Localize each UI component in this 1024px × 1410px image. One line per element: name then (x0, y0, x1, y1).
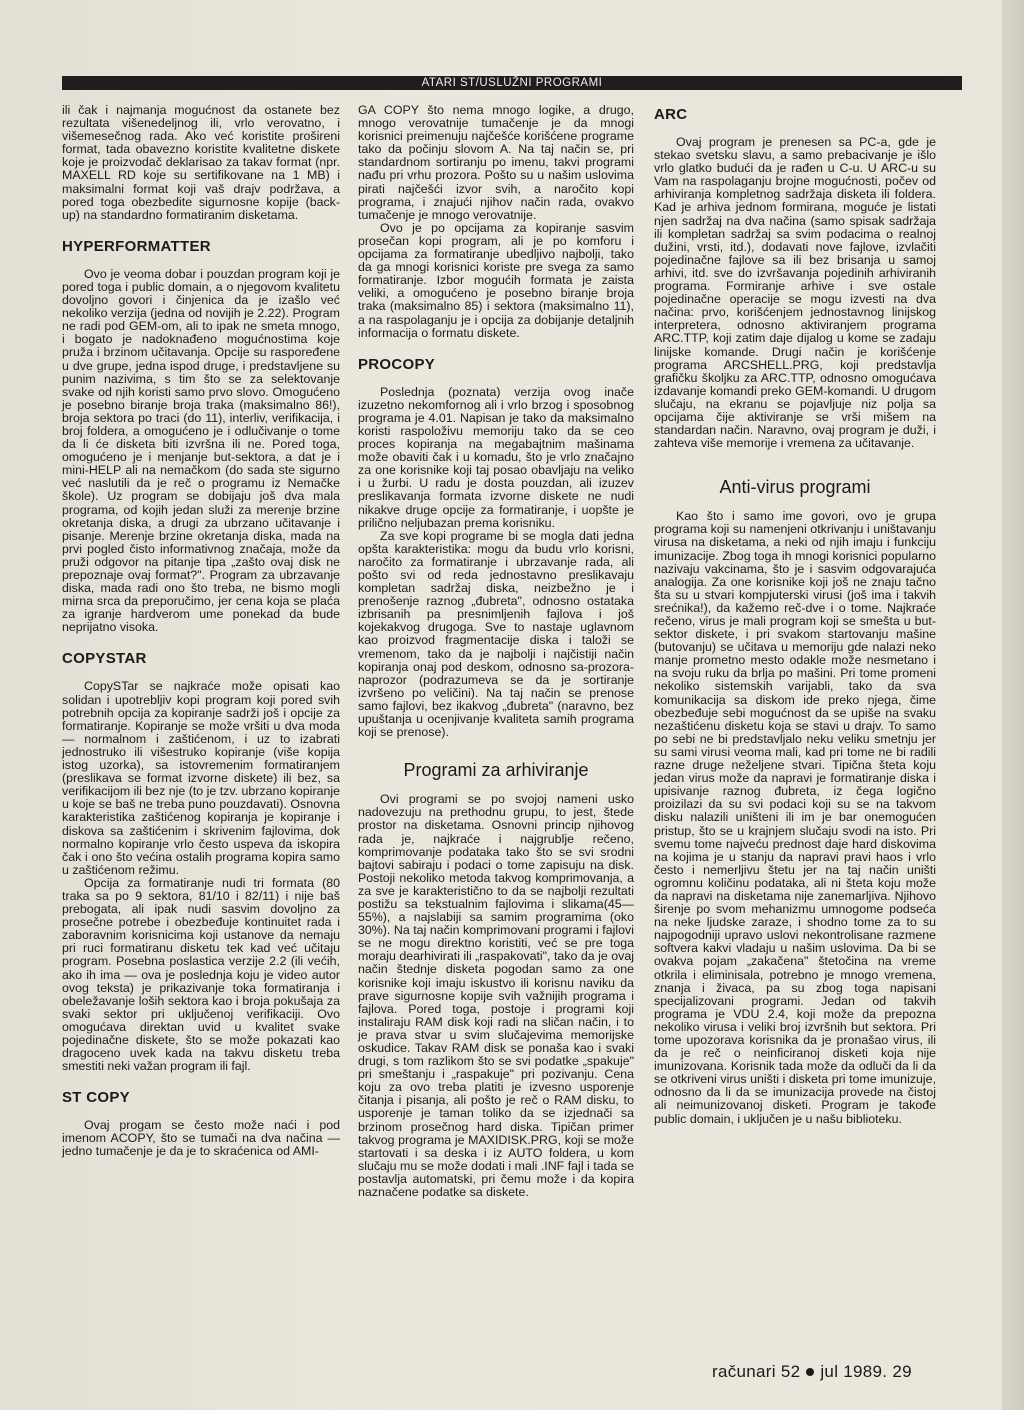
page-footer (712, 1362, 952, 1382)
footer-date: jul 1989. (820, 1362, 888, 1381)
heading-hyperformatter: HYPERFORMATTER (62, 237, 211, 255)
footer-page-number: 29 (892, 1362, 912, 1381)
column-1 (62, 104, 340, 1159)
column-2 (358, 104, 634, 1199)
archiving-paragraph-1: Ovi programi se po svojoj nameni usko nadovezuju na prethodnu grupu, to jest, štede prostor na disketama. Osnovni princip njihovog rada je, najkraće i najgrublje rečeno, komprimovanje podataka tako što se svi srodni bajtovi sabiraju i podaci o tome zapisuju na disk. Postoji nekoliko metoda takvog komprimovanja, a za sve je karakteristično to da se najbolji rezultati postižu sa tekstualnim fajlovima i slikama(45—55%), a najslabiji sa samim programima (oko 30%). Na taj način komprimovani programi i fajlovi se ne mogu direktno koristiti, već se pre toga moraju dearhivirati ili „raspakovati", tako da je ovaj način štednje disketa pogodan samo za one korisnike koji imaju iskustvo ili korisnu naviku da prave sigurnosne kopije svih važnijih programa i fajlova. Pored toga, postoje i programi koji instaliraju RAM disk koji radi na sličan način, i to je prava stvar u svim slučajevima memorijske oskudice. Takav RAM disk se ponaša kao i svaki drugi, s tom razlikom što se svi podatke „spakuje" pri smeštanju i „raspakuje" pri pozivanju. Cena koju za ovo treba platiti je izvesno usporenje čitanja i pisanja, ali pošto je reč o RAM disku, to usporenje je taman toliko da se izjednači sa brzinom prosečnog hard diska. Tipičan primer takvog programa je MAXIDISK.PRG, koji se može startovati i sa deska i iz AUTO foldera, u kom slučaju mu se može dodati i mali .INF fajl i tada se postavlja automatski, pri čemu može i da kopira naznačene podatke sa diskete. (358, 792, 634, 1200)
procopy-paragraph-2: Za sve kopi programe bi se mogla dati jedna opšta karakteristika: mogu da budu vrlo korisni, naročito za formatiranje i ubrzavanje rada, ali pošto svi od reda jednostavno preslikavaju kompletan sadržaj diska, neizbežno je i prenošenje raznog „đubreta", odnosno ostataka izbrisanih pa presnimljenih fajlova i još kojekakvog drugoga. Sve to nastaje uglavnom kao proizvod fragmentacije diska i taloži se vremenom, tako da je najbolji i najčistiji način kopiranja onaj pod deskom, odnosno sa-prozora-naprozor (podrazumeva se da je sortiranje izvršeno po veličini). Na taj način se prenose samo fajlovi, bez ikakvog „đubreta" (naravno, bez upuštanja u ocenjivanje kvaliteta samih programa koji se prenose). (358, 528, 634, 740)
heading-antivirus: Anti-virus programi (719, 477, 871, 498)
stcopy-paragraph-2: Ovo je po opcijama za kopiranje sasvim prosečan kopi program, ali je po komforu i opcijama za formatiranje ubedljivo najbolji, tako da ga mnogi korisnici koriste pre svega za samo formatiranje. Izbor mogućih formata je zaista veliki, a omogućeno je posebno biranje broja traka (maksimalno 85) i sektora (maksimalno 11), a na raspolaganju je i opcija za dobijanje detaljnih informacija o formatu diskete. (358, 220, 634, 340)
heading-copystar: COPYSTAR (62, 650, 147, 668)
arc-paragraph-1: Ovaj program je prenesen sa PC-a, gde je stekao svetsku slavu, a samo prebacivanje je išlo vrlo glatko budući da je rađen u C-u. U ARC-u su Vam na raspolaganju brojne mogućnosti, počev od arhiviranja kompletnog sadržaja disketa ili foldera. Kad je arhiva jednom formirana, moguće je listati njen sadržaj na dva načina (samo spisak sadržaja ili kompletan sadržaj sa svim podacima o realnoj dužini, vrsti, itd.), dodavati nove fajlove, izvlačiti pojedinačne fajlove sa ili bez brisanja u samoj arhivi, itd. sve do izvršavanja pojedinih arhiviranih programa. Formiranje arhive i sve ostale pojedinačne operacije se mogu izvesti na dva načina: prvo, korišćenjem jednostavnog linijskog interpretera, odnosno aktiviranjem programa ARC.TTP, koji zatim daje dijalog u kome se zadaju linijske komande. Drugi način je korišćenje programa ARCSHELL.PRG, koji predstavlja grafičku školjku za ARC.TTP, odnosno omogućava izdavanje komandi preko GEM-komandi. U drugom slučaju, na ekranu se pojavljuje niz polja sa opcijama čije aktiviranje se vrši mišem na standardan način. Naravno, ovaj program je duži, i zahteva više memorije i vremena za učitavanje. (654, 135, 936, 451)
heading-stcopy: ST COPY (62, 1089, 130, 1107)
procopy-paragraph-1: Poslednja (poznata) verzija ovog inače izuzetno nekomfornog ali i vrlo brzog i sposobnog programa je 4.01. Napisan je tako da maksimalno koristi raspoloživu memoriju tako da se ceo proces kopiranja na megabajtnim mašinama može obaviti čak i u komadu, što je vrlo značajno za one korisnike koji taj posao obavljaju na veliko i u žurbi. U radu je dosta pouzdan, ali izuzev preslikavanja formata izvorne diskete ne nudi nikakve druge opcije za formatiranje, i uopšte je prilično neljubazan prema korisniku. (358, 384, 634, 530)
section-header: ATARI ST/USLUŽNI PROGRAMI (62, 76, 962, 90)
intro-paragraph: ili čak i najmanja mogućnost da ostanete bez rezultata višenedeljnog ili, vrlo verovatno, i višemesečnog rada. Ako već koristite prošireni format, tada obavezno koristite kvalitetne diskete koje je proizvodač deklarisao za takav format (npr. MAXELL RD koje su sertifikovane na 1 MB) i maksimalni format koji vaš drajv podržava, a pored toga obezbedite sigurnosne kopije (back-up) na standardno formatiranim disketama. (62, 103, 340, 222)
heading-procopy: PROCOPY (358, 355, 436, 373)
footer-magazine: računari 52 (712, 1362, 801, 1381)
stcopy-continued: GA COPY što nema mnogo logike, a drugo, mnogo verovatnije tumačenje je da mnogi korisnici preimenuju najčešće korišćene programe tako da počinju slovom A. Na taj način se, pri standardnom sortiranju po imenu, takvi programi nađu pri vrhu prozora. Pošto su u našim uslovima pirati najčešći izvor svih, a naročito kopi programa, i znajući njihov način rada, ovakvo tumačenje je mnogo verovatnije. (358, 103, 634, 222)
antivirus-paragraph-1: Kao što i samo ime govori, ovo je grupa programa koji su namenjeni otkrivanju i uništavanju virusa na disketama, a neki od njih imaju i funkciju imunizacije. Zbog toga ih mnogi korisnici popularno nazivaju vakcinama, što je i sasvim odgovarajuća analogija. Za one korisnike koji još ne znaju tačno šta su u stvari kompjuterski virusi (još ima i takvih srećnika!), da kažemo reč-dve i o tome. Najkraće rečeno, virus je mali program koji se smešta u but-sektor diskete, i pri svakom startovanju mašine (butovanju) se učitava u memoriju gde nalazi neko manje prometno mesto odakle može nesmetano i na svoju ruku da brlja po mašini. Pri tome promeni nekoliko sistemskih varijabli, tako da sva komunikacija sa diskom ide preko njega, čime obezbeđuje sebi mogućnost da se upiše na svaku nezaštićenu disketu koja se stavi u drajv. To samo po sebi ne bi predstavljalo neku veliku smetnju jer su sami virusi veoma mali, kad pri tome ne bi radili razne druge neželjene stvari. Tipična šteta koju jedan virus može da napravi je formatiranje diska i upisivanje raznog đubreta, iz čega logično proizilazi da su svi podaci koji su se na takvom disku nalazili uništeni ili im je bar onemogućen pristup, što se u krajnjem slučaju svodi na isto. Pri svemu tome najveću prednost daje hard diskovima na kojima je u stanju da napravi pravi haos i vrlo često i nemerljivu štetu jer na taj način uništi ogromnu količinu podataka, ali ni šteta koju može da napravi na disketama nije zanemarljiva. Njihovo širenje po svom mehanizmu umnogome podseća na neke ljudske zaraze, i shodno tome za to su najpogodniji upravo uslovi nekontrolisane razmene softvera kakvi vladaju u našim uslovima. Da bi se ovakva pojam „zakačena" štetočina na vreme otkrila i eliminisala, potrebno je mnogo vremena, znanja i živaca, pa su zbog toga napisani specijalizovani programi. Jedan od takvih programa je VDU 2.4, koji može da prepozna nekoliko virusa i veliki broj izvršnih but sektora. Pri tome upozorava korisnika da je pronašao virus, ili da je reč o neinficiranoj disketi koja nije imunizovana. Korisnik tada može da odluči da li da se otkriveni virus uništi i disketa pri tome imunizuje, odnosno da li da se imunizacija provede na čistoj ali neimunizovanoj disketi. Program je takođe public domain, i uključen je u našu biblioteku. (654, 509, 936, 1126)
hyperformatter-text: Ovo je veoma dobar i pouzdan program koji je pored toga i public domain, a o njegovom kvalitetu dovoljno govori i činjenica da je izašlo već nekoliko verzija (jedna od novijih je 2.22). Program ne radi pod GEM-om, ali to ipak ne smeta mnogo, i bogato je nadoknađeno mogućnostima koje pruža i brzinom učitavanja. Opcije su raspoređene u dve grupe, jedna ispod druge, i predstavljene su punim nazivima, s tim što se za selektovanje svake od njih koristi samo prvo slovo. Omogućeno je posebno biranje broja traka (maksimalno 86!), broja sektora po traci (do 11), interliv, verifikacija, i broj foldera, a omogućeno je i odlučivanje o tome da li će disketa biti izvršna ili ne. Pored toga, omogućeno je i menjanje but-sektora, a dat je i mini-HELP ali na nemačkom (do sada ste sigurno već naslutili da je reč o programu iz Nemačke škole). Uz program se dobijaju još dva mala programa, od kojih jedan služi za merenje brzine okretanja diska, a drugi za ubrzano učitavanje i pisanje. Merenje brzine okretanja diska, mada na prvi pogled čisto informativnog značaja, može da pruži odgovor na pitanje tipa „zašto ovaj disk ne prepoznaje ovaj format?". Program za ubrzavanje diska, mada radi ono što treba, ne bismo mogli mirna srca da preporučimo, jer cena koja se plaća za igranje hardverom ume ponekad da bude neprijatno visoka. (62, 266, 340, 635)
copystar-paragraph-2: Opcija za formatiranje nudi tri formata (80 traka sa po 9 sektora, 81/10 i 82/11) i nije baš prebogata, ali ipak nudi sasvim dovoljno za prosečne potrebe i obezbeđuje kontinuitet rada i zaboravnim korisnicima koji ustanove da nemaju pri ruci formatiranu disketu tek kad već učitaju program. Posebna poslastica verzije 2.2 (ili većih, ako ih ima — ova je poslednja koju je video autor ovog teksta) je prikazivanje toka formatiranja i obeležavanje loših sektora kao i broja pokušaja za svaki sektor pri uključenoj verifikaciji. Ovo omogućava direktan uvid u kvalitet svake pojedinačne diskete, što se može pokazati kao dragoceno uvek kada na takvu disketu treba smestiti neki važan program ili fajl. (62, 875, 340, 1074)
heading-arc: ARC (654, 106, 688, 123)
page-edge-shadow (1002, 0, 1024, 1410)
column-3 (654, 104, 936, 1126)
footer-bullet (806, 1368, 814, 1376)
copystar-paragraph-1: CopySTar se najkraće može opisati kao solidan i upotrebljiv kopi program koji pored svih potrebnih opcija za kopiranje sadrži još i opcije za formatiranje. Kopiranje se može vršiti u dva moda — normalnom i zaštićenom, i uz to izabrati jednostruko ili višestruko kopiranje (više kopija istog uzorka), sa istovremenim formatiranjem (preslikava se format izvorne diskete) ili bez, sa verifikacijom ili bez nje (to je tzv. ubrzano kopiranje u koje se baš ne treba puno pouzdavati). Osnovna karakteristika zaštićenog kopiranja je kopiranje i diskova sa zaštićenim i skrivenim fajlovima, dok normalno kopiranje vrlo često uspeva da iskopira čak i ono što većina ostalih programa kopira samo u zaštićenom režimu. (62, 679, 340, 877)
heading-archiving: Programi za arhiviranje (403, 760, 589, 781)
stcopy-paragraph-1: Ovaj progam se često može naći i pod imenom ACOPY, što se tumači na dva načina — jedno tumačenje je da je to skraćenica od AMI- (62, 1118, 340, 1159)
